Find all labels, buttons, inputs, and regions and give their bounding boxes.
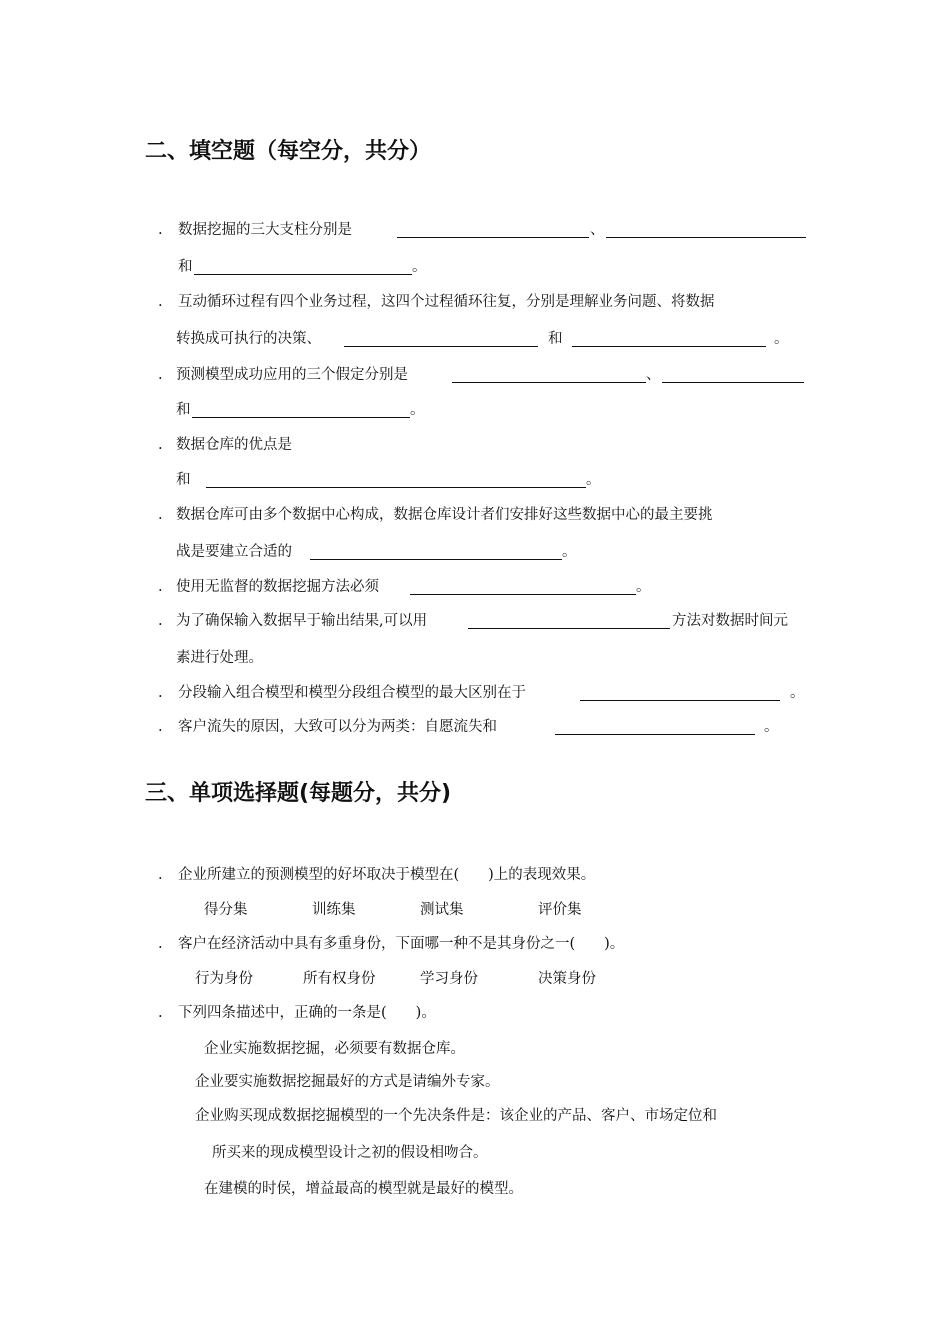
answer-blank[interactable] bbox=[410, 579, 636, 595]
question-text: 企业所建立的预测模型的好坏取决于模型在( )上的表现效果。 bbox=[178, 867, 596, 883]
question-text: 互动循环过程有四个业务过程，这四个过程循环往复，分别是理解业务问题、将数据 bbox=[178, 294, 715, 310]
section-3-title: 三、单项选择题(每题分，共分) bbox=[145, 781, 452, 806]
answer-blank[interactable] bbox=[662, 367, 804, 383]
period: 。 bbox=[562, 544, 577, 560]
question-marker: . bbox=[158, 579, 163, 595]
and-text: 和 bbox=[176, 402, 191, 418]
option[interactable]: 所有权身份 bbox=[303, 971, 376, 987]
option[interactable]: 企业购买现成数据挖掘模型的一个先决条件是：该企业的产品、客户、市场定位和 bbox=[195, 1108, 717, 1124]
option[interactable]: 学习身份 bbox=[420, 971, 478, 987]
option-cont: 所买来的现成模型设计之初的假设相吻合。 bbox=[212, 1145, 488, 1161]
question-text: 下列四条描述中，正确的一条是( )。 bbox=[178, 1005, 436, 1021]
period: 。 bbox=[410, 402, 425, 418]
question-text: 客户流失的原因，大致可以分为两类：自愿流失和 bbox=[178, 719, 497, 735]
question-text: 数据仓库的优点是 bbox=[176, 437, 292, 453]
answer-blank[interactable] bbox=[194, 259, 412, 275]
question-text: 方法对数据时间元 bbox=[672, 613, 788, 629]
answer-blank[interactable] bbox=[572, 331, 766, 347]
question-text: 预测模型成功应用的三个假定分别是 bbox=[176, 367, 408, 383]
question-marker: . bbox=[158, 1005, 163, 1021]
period: 。 bbox=[790, 685, 805, 701]
option[interactable]: 得分集 bbox=[204, 902, 248, 918]
answer-blank[interactable] bbox=[192, 402, 410, 418]
period: 。 bbox=[412, 259, 427, 275]
period: 。 bbox=[636, 579, 651, 595]
option[interactable]: 训练集 bbox=[312, 902, 356, 918]
question-marker: . bbox=[158, 719, 163, 735]
and-text: 和 bbox=[548, 331, 563, 347]
option[interactable]: 测试集 bbox=[420, 902, 464, 918]
period: 。 bbox=[764, 719, 779, 735]
answer-blank[interactable] bbox=[344, 331, 538, 347]
question-text: 数据挖掘的三大支柱分别是 bbox=[178, 222, 352, 238]
answer-blank[interactable] bbox=[580, 685, 780, 701]
answer-blank[interactable] bbox=[397, 222, 589, 238]
question-marker: . bbox=[158, 367, 163, 383]
option[interactable]: 决策身份 bbox=[538, 971, 596, 987]
question-marker: . bbox=[158, 867, 163, 883]
and-text: 和 bbox=[176, 472, 191, 488]
question-marker: . bbox=[158, 685, 163, 701]
question-marker: . bbox=[158, 294, 163, 310]
option[interactable]: 企业要实施数据挖掘最好的方式是请编外专家。 bbox=[195, 1074, 500, 1090]
section-2-title: 二、填空题（每空分，共分） bbox=[145, 139, 432, 164]
answer-blank[interactable] bbox=[606, 222, 806, 238]
answer-blank[interactable] bbox=[206, 472, 586, 488]
question-marker: . bbox=[158, 437, 163, 453]
question-text: 客户在经济活动中具有多重身份，下面哪一种不是其身份之一( )。 bbox=[178, 936, 625, 952]
question-text: 分段输入组合模型和模型分段组合模型的最大区别在于 bbox=[178, 685, 526, 701]
question-text: 数据仓库可由多个数据中心构成，数据仓库设计者们安排好这些数据中心的最主要挑 bbox=[176, 507, 713, 523]
answer-blank[interactable] bbox=[555, 719, 755, 735]
answer-blank[interactable] bbox=[468, 613, 670, 629]
question-marker: . bbox=[158, 613, 163, 629]
question-marker: . bbox=[158, 936, 163, 952]
period: 。 bbox=[774, 331, 789, 347]
option[interactable]: 企业实施数据挖掘，必须要有数据仓库。 bbox=[204, 1041, 465, 1057]
answer-blank[interactable] bbox=[310, 544, 562, 560]
question-text: 素进行处理。 bbox=[176, 650, 263, 666]
question-text: 为了确保输入数据早于输出结果,可以用 bbox=[176, 613, 428, 629]
question-marker: . bbox=[158, 222, 163, 238]
option[interactable]: 在建模的时侯，增益最高的模型就是最好的模型。 bbox=[204, 1181, 523, 1197]
question-text: 转换成可执行的决策、 bbox=[176, 331, 321, 347]
and-text: 和 bbox=[178, 259, 193, 275]
question-text: 使用无监督的数据挖掘方法必须 bbox=[176, 579, 379, 595]
period: 。 bbox=[586, 472, 601, 488]
option[interactable]: 评价集 bbox=[538, 902, 582, 918]
answer-blank[interactable] bbox=[452, 367, 646, 383]
question-marker: . bbox=[158, 507, 163, 523]
separator: 、 bbox=[590, 222, 605, 238]
separator: 、 bbox=[646, 367, 661, 383]
question-text: 战是要建立合适的 bbox=[176, 544, 292, 560]
option[interactable]: 行为身份 bbox=[195, 971, 253, 987]
